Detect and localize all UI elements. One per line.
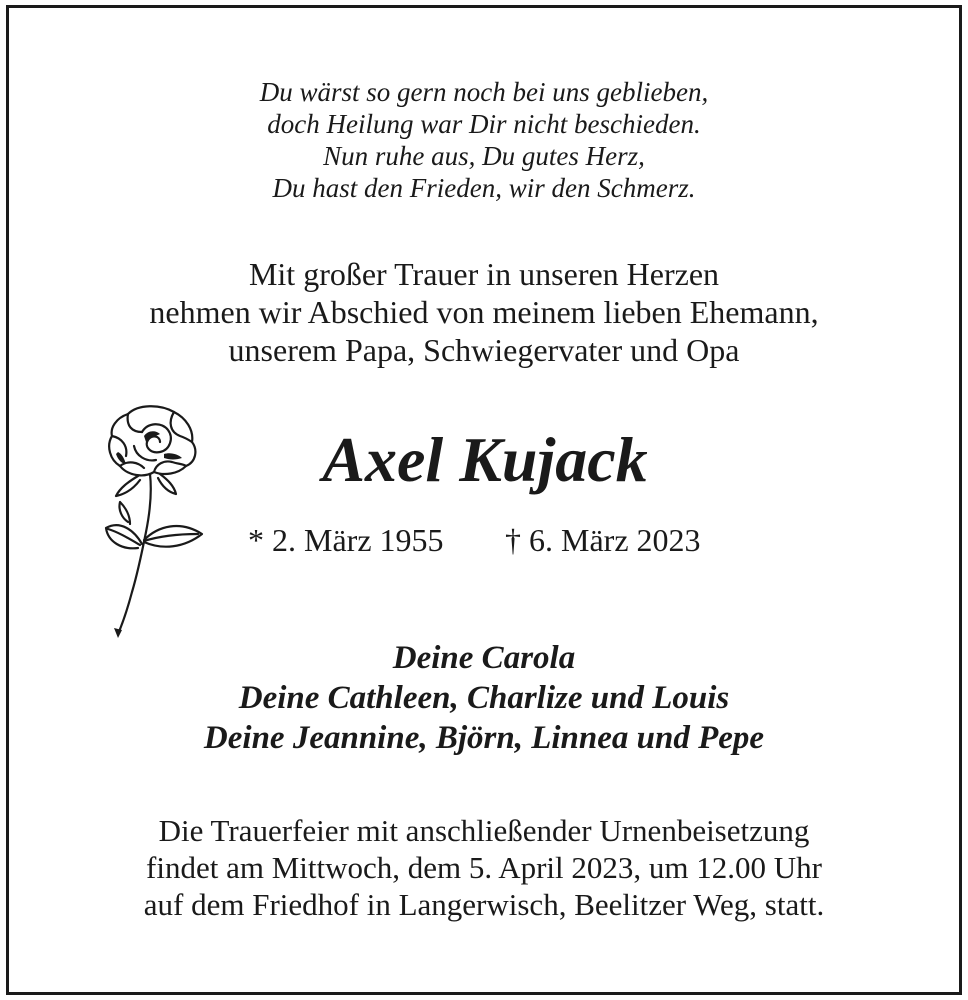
birth-date: * 2. März 1955 [248,522,444,558]
poem-line: doch Heilung war Dir nicht beschieden. [267,109,701,139]
intro-line: unserem Papa, Schwiegervater und Opa [228,332,740,368]
poem-line: Nun ruhe aus, Du gutes Herz, [323,141,645,171]
poem [0,76,968,204]
intro-text [0,255,968,369]
service-line: Die Trauerfeier mit anschließender Urnenbeisetzung [158,813,810,848]
family-line: Deine Jeannine, Björn, Linnea und Pepe [203,720,765,756]
service-info [0,812,968,923]
deceased-name: Axel Kujack [322,424,648,495]
intro-line: Mit großer Trauer in unseren Herzen [248,256,720,292]
intro-line: nehmen wir Abschied von meinem lieben Ehemann, [149,294,819,330]
service-line: auf dem Friedhof in Langerwisch, Beelitzer Weg, statt. [143,887,825,922]
poem-line: Du wärst so gern noch bei uns geblieben, [259,77,709,107]
family-line: Deine Carola [392,640,576,676]
rose-icon [98,402,210,642]
family-line: Deine Cathleen, Charlize und Louis [238,680,730,716]
service-line: findet am Mittwoch, dem 5. April 2023, um 12.00 Uhr [146,850,822,885]
family-signatures [0,638,968,758]
poem-line: Du hast den Frieden, wir den Schmerz. [272,173,696,203]
death-date: † 6. März 2023 [505,522,701,558]
